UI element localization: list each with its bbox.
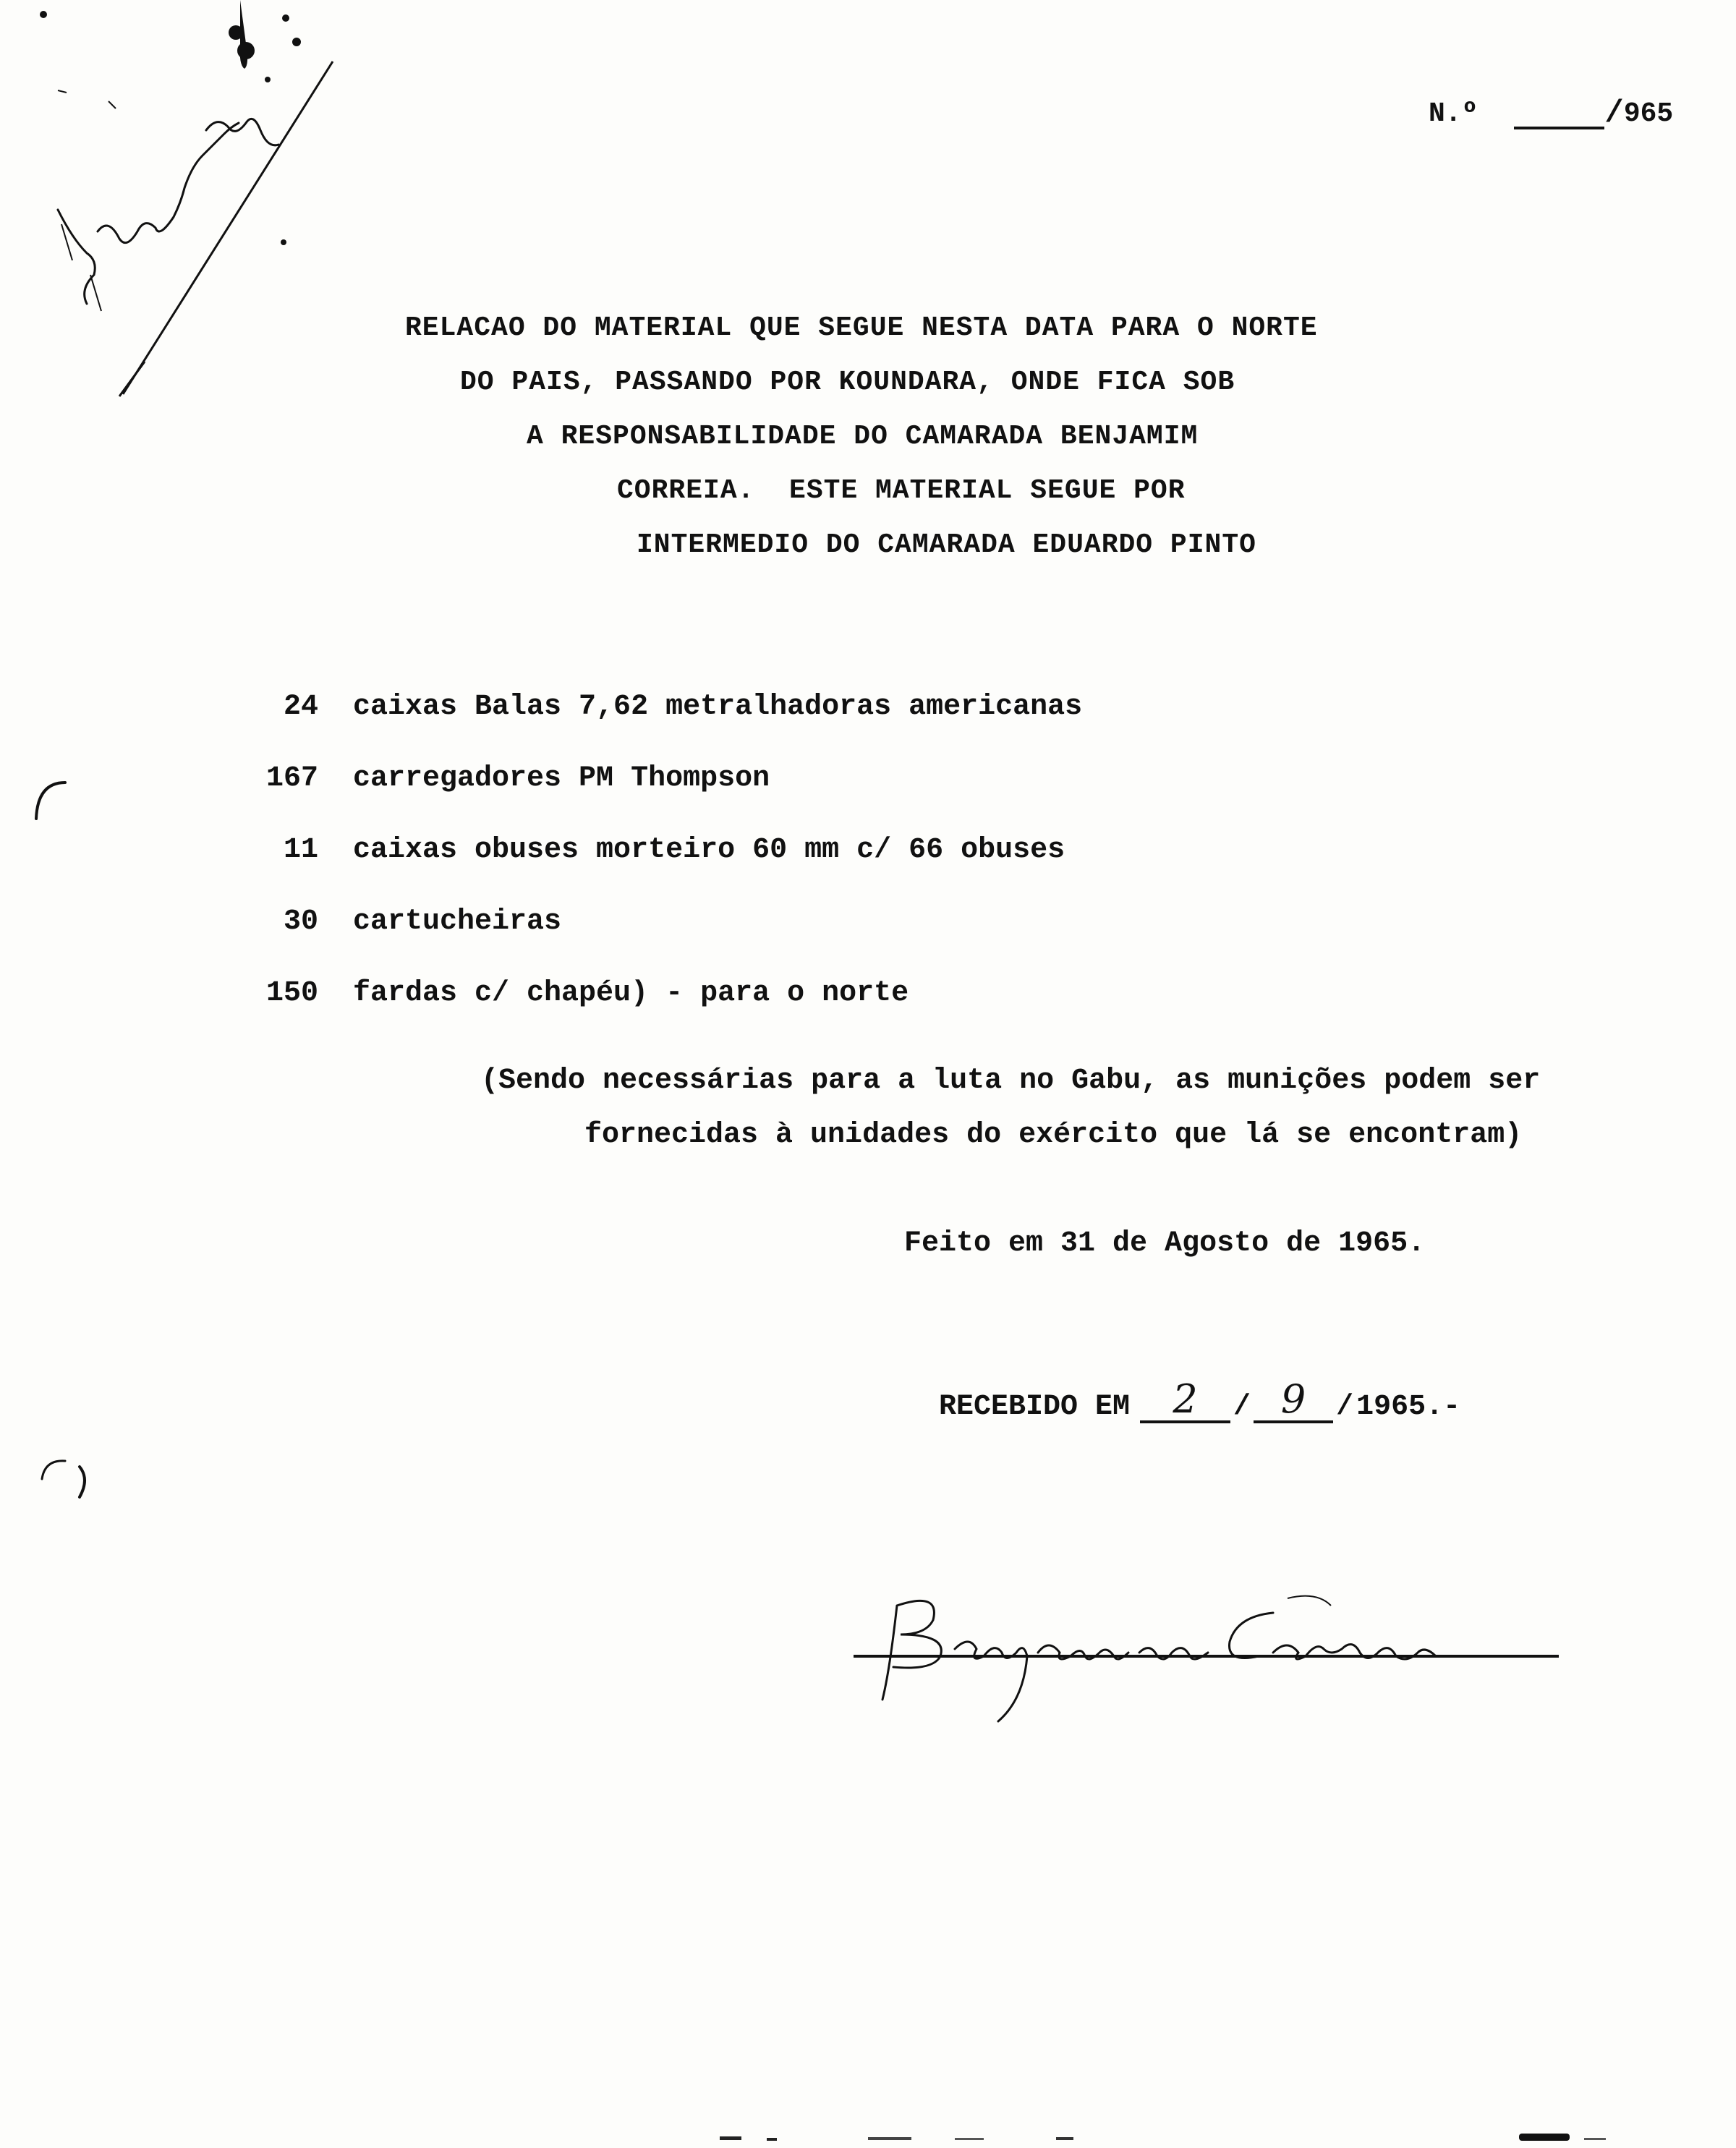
handwritten-signature [854, 1584, 1562, 1729]
item-description: carregadores PM Thompson [353, 762, 770, 795]
item-quantity: 11 [283, 834, 318, 866]
item-description: caixas obuses morteiro 60 mm c/ 66 obuses [353, 834, 1065, 866]
note-line-2: fornecidas à unidades do exército que lá se encontram) [584, 1119, 1523, 1151]
item-quantity: 24 [283, 691, 318, 723]
received-slash: / [1233, 1391, 1251, 1423]
heading-line-4: CORREIA. ESTE MATERIAL SEGUE POR [617, 475, 1186, 506]
item-quantity: 30 [283, 905, 318, 938]
received-line [939, 1376, 1461, 1423]
margin-bracket-mark [29, 774, 72, 824]
list-item [283, 691, 1083, 723]
reference-slash: / [1604, 95, 1624, 132]
item-description: caixas Balas 7,62 metralhadoras americanas [353, 691, 1083, 723]
received-month: 9 [1254, 1380, 1333, 1423]
list-item [283, 905, 562, 938]
heading-line-5: INTERMEDIO DO CAMARADA EDUARDO PINTO [637, 529, 1256, 561]
bottom-edge-specks [651, 2126, 1736, 2148]
received-year: 1965.- [1356, 1391, 1461, 1423]
reference-label: N.º [1429, 98, 1478, 129]
received-slash: / [1336, 1391, 1354, 1423]
reference-number [1429, 95, 1674, 132]
dateline: Feito em 31 de Agosto de 1965. [904, 1227, 1426, 1260]
item-quantity: 150 [265, 977, 318, 1010]
note-line-1: (Sendo necessárias para a luta no Gabu, as munições podem ser [481, 1065, 1541, 1097]
handwritten-margin-note [29, 0, 362, 434]
list-item [283, 834, 1065, 866]
heading-line-3: A RESPONSABILIDADE DO CAMARADA BENJAMIM [527, 421, 1199, 452]
item-description: cartucheiras [353, 905, 562, 938]
item-description: fardas c/ chapéu) - para o norte [353, 977, 909, 1010]
list-item [265, 977, 909, 1010]
reference-blank [1514, 105, 1604, 129]
reference-year: 965 [1623, 98, 1674, 129]
margin-paren-mark [36, 1454, 101, 1504]
heading-line-2: DO PAIS, PASSANDO POR KOUNDARA, ONDE FICA SOB [460, 367, 1235, 398]
received-label: RECEBIDO EM [939, 1391, 1131, 1423]
received-day: 2 [1140, 1380, 1230, 1423]
item-quantity: 167 [265, 762, 318, 795]
list-item [265, 762, 770, 795]
heading-line-1: RELACAO DO MATERIAL QUE SEGUE NESTA DATA PARA O NORTE [405, 312, 1318, 344]
